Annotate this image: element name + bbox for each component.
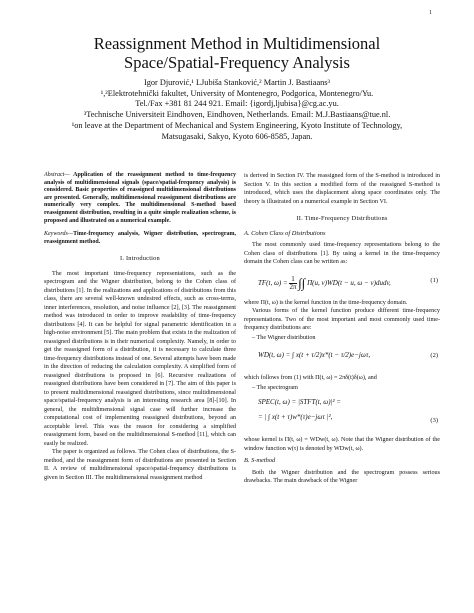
cohen-paragraph: The most commonly used time-frequency representations belong to the Cohen class of distributions [1]. By using a kernel in the time-frequency domain the Cohen class can be written as: xyxy=(244,242,440,265)
integral-sign: ∫∫ xyxy=(298,274,306,290)
keywords-label: Keywords— xyxy=(44,231,74,238)
subsection-cohen-class: A. Cohen Class of Distributions xyxy=(244,229,326,237)
eq2-number: (2) xyxy=(430,352,438,359)
equation-3 xyxy=(244,397,440,431)
author-block xyxy=(0,78,474,142)
abstract-label: Abstract— xyxy=(44,172,70,178)
equation-1 xyxy=(244,272,440,294)
intro-paragraph-2: The paper is organized as follows. The Cohen class of distributions, the S-method, and the reassignment form of distributions are presented in Section II. A review of multidimensional space/spatial-frequency distributions is given in Section III. The multidimensional reassignment method xyxy=(44,449,236,481)
eq1-lhs: TF(t, ω) = xyxy=(258,278,288,287)
left-column xyxy=(44,172,236,482)
intro-paragraph-1: The most important time-frequency representations, such as the spectrogram and the Wigner distribution, belong to the Cohen class of distributions [1]. In the realizations and applications of distributions from this class, there are several well-known undesired effects, such as cross-terms, inner interferences, resolution, and noise influence [2], [3]. The reassignment method was introduced in order to improve readability of time-frequency distributions [4]. It can be helpful for signal parametric identification in a high-noise environment [5]. The main problem that exists in the realization of reassigned distributions is in their numerical complexity. Namely, in order to get the reassigned form of a distribution, it is necessary to calculate three time-frequency distributions instead of one. Several attempts have been made in the direction of reducing the calculation complexity. A simplified form of reassigned distributions is proposed in [6]. Recursive realizations of reassigned distributions have been considered in [7]. The aim of this paper is to present multidimensional reassigned distributions, since multidimensional space/spatial-frequency analysis is an interesting research area [8]-[10]. In general, the multidimensional signal case will further increase the computational cost of implementing reassigned distributions, beyond an acceptable level. This was the reason for considering a simplified reassignment form, based on the multidimensional S-method [11], which can easily be realized. xyxy=(44,270,236,447)
abstract-text: Application of the reassignment method to time-frequency analysis of multidimensional signals (space/spatial-frequency analysis) is considered. Basic properties of reassigned multidimensional distributions are presented. Generally, multidimensional reassignment distributions are numerically very complex. The multidimensional S-method based reassignment distribution, resulting in a quite simple realization scheme, is proposed and illustrated on a numerical example. xyxy=(44,172,236,224)
title-line-2: Space/Spatial-Frequency Analysis xyxy=(124,53,350,72)
keywords xyxy=(44,231,236,246)
eq3-line-1: SPEC(t, ω) = |STFT(t, ω)|² = xyxy=(258,398,342,406)
eq1-number: (1) xyxy=(430,276,438,284)
bullet-wigner: – The Wigner distribution xyxy=(252,334,316,341)
title-line-1: Reassignment Method in Multidimensional xyxy=(93,34,381,53)
equation-2 xyxy=(244,347,440,369)
eq3-number: (3) xyxy=(430,417,438,424)
author-names: Igor Djurović,¹ LJubiša Stanković,² Martin J. Bastiaans³ xyxy=(143,78,331,87)
section-overview-paragraph: is derived in Section IV. The reassigned form of the S-method is introduced in Section V. In this section a modified form of the reassigned S-method is introduced, which uses the displacement along space coordinates only. The theory is illustrated on a numerical example in Section VI. xyxy=(244,173,440,205)
eq1-fraction: $\frac{1}{2\pi}$ xyxy=(289,274,297,291)
keywords-text: Time-frequency analysis, Wigner distribution, spectrogram, reassignment method. xyxy=(44,231,236,245)
spectrogram-kernel-paragraph: whose kernel is Π(t, ω) = WDw(t, ω). Note that the Wigner distribution of the window function w(τ) is denoted by WDw(t, ω). xyxy=(244,437,440,452)
section-heading-introduction: I. Introduction xyxy=(120,255,160,263)
eq2-body: WD(t, ω) = ∫ x(t + τ/2)x*(t − τ/2)e−jωτ, xyxy=(258,351,371,359)
leave-note-1: ¹on leave at the Department of Mechanical and System Engineering, Kyoto Institute of Technology, xyxy=(71,120,403,130)
bullet-spectrogram: – The spectrogram xyxy=(252,384,298,391)
leave-note-2: Matsugasaki, Sakyo, Kyoto 606-8585, Japan. xyxy=(161,131,313,141)
kernel-paragraph: where Π(t, ω) is the kernel function in the time-frequency domain. xyxy=(244,299,408,306)
section-heading-tfd: II. Time-Frequency Distributions xyxy=(296,215,388,222)
wigner-kernel-paragraph: which follows from (1) with Π(t, ω) = 2πδ(t)δ(ω), and xyxy=(244,375,377,381)
eq3-line-2: = | ∫ x(t + τ)w*(τ)e−jωτ |², xyxy=(258,412,333,421)
affiliation-1: ¹,²Elektrotehnički fakultet, University of Montenegro, Podgorica, Montenegro/Yu. xyxy=(100,88,374,98)
paper-title xyxy=(0,34,474,72)
s-method-paragraph: Both the Wigner distribution and the spectrogram possess serious drawbacks. The main drawback of the Wigner xyxy=(244,469,440,484)
affiliation-3: ³Technische Universiteit Eindhoven, Eindhoven, Netherlands. Email: M.J.Bastiaans@tue.nl. xyxy=(83,110,391,120)
eq1-rhs: Π(u, v)WD(t − u, ω − v)dudv, xyxy=(307,278,391,287)
forms-paragraph: Various forms of the kernel function produce different time-frequency representations. Two of the most important and most commonly used time-frequency distributions are: xyxy=(244,308,440,331)
right-column xyxy=(244,172,440,486)
abstract xyxy=(44,172,236,225)
contact-1: Tel./Fax +381 81 244 921. Email: {igordj,ljubisa}@cg.ac.yu. xyxy=(135,99,339,109)
subsection-s-method: B. S-method xyxy=(244,457,276,464)
page-number: 1 xyxy=(429,10,432,16)
